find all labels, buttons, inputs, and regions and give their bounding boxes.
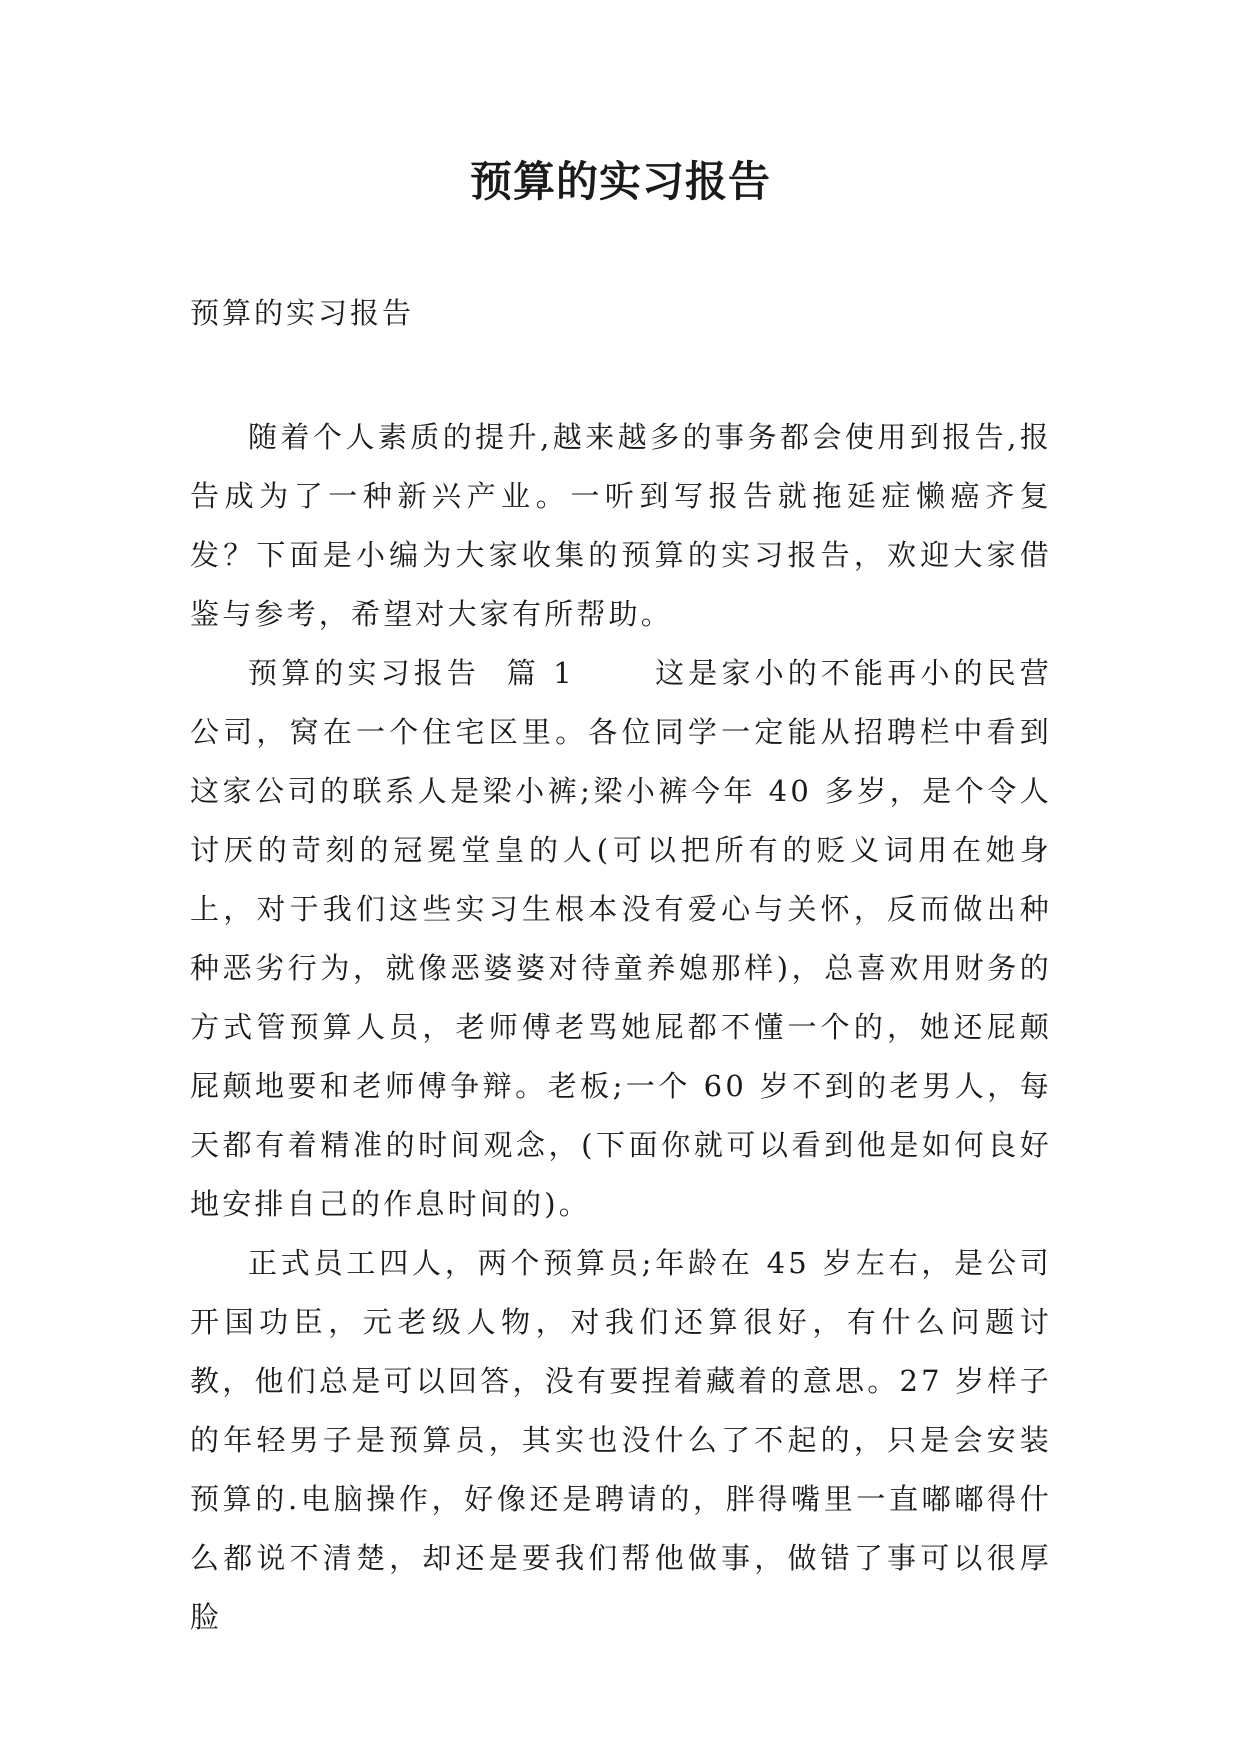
paragraph-intro: 随着个人素质的提升,越来越多的事务都会使用到报告,报告成为了一种新兴产业。一听到写报告就拖延症懒癌齐复发？下面是小编为大家收集的预算的实习报告，欢迎大家借鉴与参考，希望对大家有所帮助。 [190,420,1052,631]
page-title: 预算的实习报告 [469,157,771,206]
document-subtitle: 预算的实习报告 [190,296,415,330]
paragraph-section-1: 预算的实习报告 篇 1 这是家小的不能再小的民营公司，窝在一个住宅区里。各位同学一定能从招聘栏中看到这家公司的联系人是梁小裤;梁小裤今年 40 多岁，是个令人讨厌的苛刻的冠冕堂皇的人(可以把所有的贬义词用在她身上，对于我们这些实习生根本没有爱心与关怀，反而做出种种恶劣行为，就像恶婆婆对待童养媳那样)，总喜欢用财务的方式管预算人员，老师傅老骂她屁都不懂一个的，她还屁颠屁颠地要和老师傅争辩。老板;一个 60 岁不到的老男人，每天都有着精准的时间观念，(下面你就可以看到他是如何良好地安排自己的作息时间的)。 [190,656,1052,1221]
paragraph-staff: 正式员工四人，两个预算员;年龄在 45 岁左右，是公司开国功臣，元老级人物，对我们还算很好，有什么问题讨教，他们总是可以回答，没有要捏着藏着的意思。27 岁样子的年轻男子是预算员，其实也没什么了不起的，只是会安装预算的.电脑操作，好像还是聘请的，胖得嘴里一直嘟嘟得什么都说不清楚，却还是要我们帮他做事，做错了事可以很厚脸 [190,1246,1052,1634]
document-body [190,408,1052,1647]
